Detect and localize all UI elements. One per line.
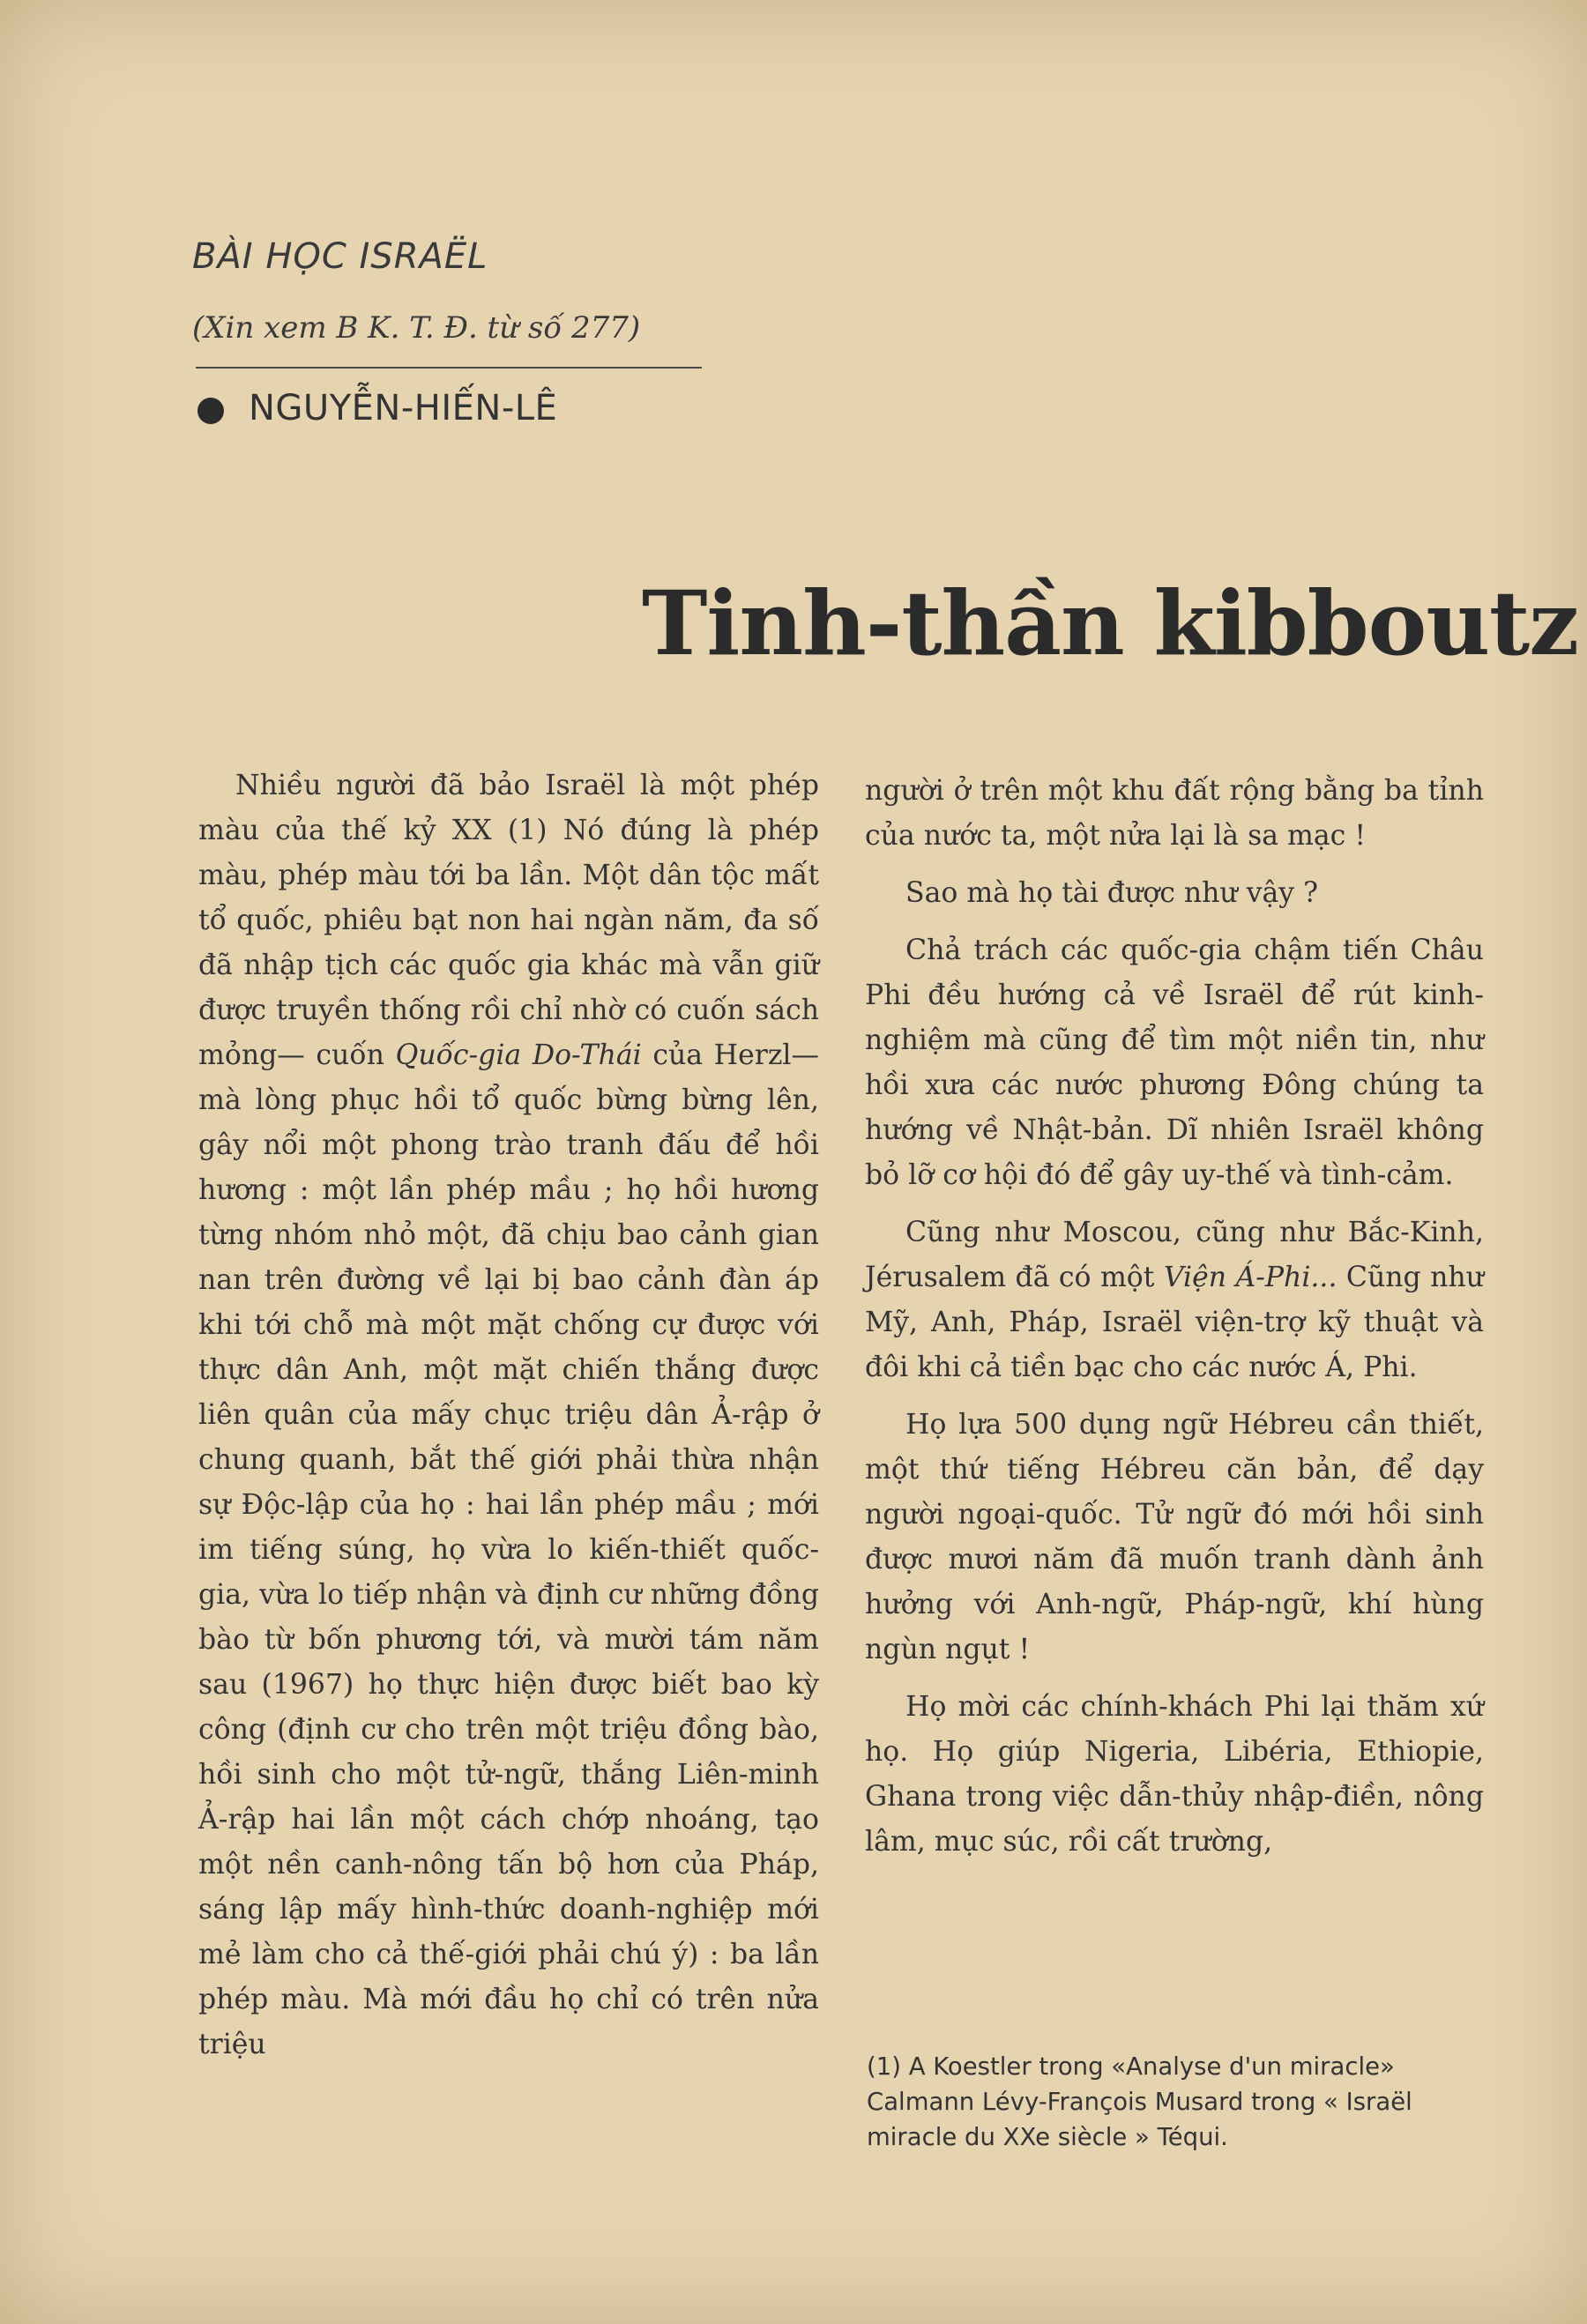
paragraph-5: Họ lựa 500 dụng ngữ Hébreu cần thiết, một thứ tiếng Hébreu căn bản, để dạy người ngoại-quốc. Tử ngữ đó mới hồi sinh được mươi năm đã muốn tranh dành ảnh hưởng với Anh-ngữ, Pháp-ngữ, khí hùng ngùn ngụt ! bbox=[865, 1409, 1484, 1665]
footnote-line-2: Calmann Lévy-François Musard trong « Israël miracle du XXe siècle » Téqui. bbox=[867, 2088, 1412, 2151]
header-rule bbox=[196, 367, 702, 369]
series-reference: (Xin xem B K. T. Đ. từ số 277) bbox=[192, 310, 641, 346]
right-column bbox=[865, 769, 1484, 1865]
institute-name: Viện Á-Phi... bbox=[1163, 1262, 1337, 1293]
paragraph-4-continued: Cũng như Mỹ, Anh, Pháp, Israël viện-trợ kỹ thuật và đôi khi cả tiền bạc cho các nước Á, Phi. bbox=[865, 1262, 1485, 1383]
paragraph-2: Sao mà họ tài được như vậy ? bbox=[905, 877, 1319, 909]
author-name: NGUYỄN-HIẾN-LÊ bbox=[249, 388, 558, 428]
footnote-line-1: (1) A Koestler trong «Analyse d'un miracle» bbox=[867, 2052, 1395, 2081]
paragraph-1-text: Nhiều người đã bảo Israël là một phép màu của thế kỷ XX (1) Nó đúng là phép màu, phép màu tới ba lần. Một dân tộc mất tổ quốc, phiêu bạt non hai ngàn năm, đa số đã nhập tịch các quốc gia khác mà vẫn giữ được truyền thống rồi chỉ nhờ có cuốn sách mỏng— cuốn bbox=[198, 770, 819, 1071]
paragraph-4-text: Cũng như Moscou, cũng như Bắc-Kinh, Jérusalem đã có một bbox=[865, 1217, 1484, 1293]
paragraph-4 bbox=[865, 1210, 1484, 1390]
book-title: Quốc-gia Do-Thái bbox=[395, 1039, 642, 1071]
paragraph-continued: người ở trên một khu đất rộng bằng ba tỉnh của nước ta, một nửa lại là sa mạc ! bbox=[865, 775, 1484, 852]
paragraph-6: Họ mời các chính-khách Phi lại thăm xứ họ. Họ giúp Nigeria, Libéria, Ethiopie, Ghana trong việc dẫn-thủy nhập-điền, nông lâm, mục súc, rồi cất trường, bbox=[865, 1691, 1484, 1858]
paragraph-1 bbox=[198, 763, 819, 2067]
left-column bbox=[198, 763, 819, 2067]
series-heading: BÀI HỌC ISRAËL bbox=[192, 236, 488, 277]
bullet-icon bbox=[197, 398, 224, 424]
article-title: Tinh-thần kibboutz bbox=[642, 571, 1579, 675]
paragraph-1-continued: của Herzl— mà lòng phục hồi tổ quốc bừng bừng lên, gây nổi một phong trào tranh đấu để hồi hương : một lần phép mầu ; họ hồi hương từng nhóm nhỏ một, đã chịu bao cảnh gian nan trên đường về lại bị bao cảnh đàn áp khi tới chỗ mà một mặt chống cự được với thực dân Anh, một mặt chiến thắng được liên quân của mấy chục triệu dân Ả-rập ở chung quanh, bắt thế giới phải thừa nhận sự Độc-lập của họ : hai lần phép mầu ; mới im tiếng súng, họ vừa lo kiến-thiết quốc-gia, vừa lo tiếp nhận và định cư những đồng bào từ bốn phương tới, và mười tám năm sau (1967) họ thực hiện được biết bao kỳ công (định cư cho trên một triệu đồng bào, hồi sinh cho một tử-ngữ, thắng Liên-minh Ả-rập hai lần một cách chớp nhoáng, tạo một nền canh-nông tấn bộ hơn của Pháp, sáng lập mấy hình-thức doanh-nghiệp mới mẻ làm cho cả thế-giới phải chú ý) : ba lần phép màu. Mà mới đầu họ chỉ có trên nửa triệu bbox=[198, 1039, 819, 2060]
footnote bbox=[867, 2049, 1484, 2155]
paragraph-3: Chả trách các quốc-gia chậm tiến Châu Phi đều hướng cả về Israël để rút kinh-nghiệm mà cũng để tìm một niền tin, như hồi xưa các nước phương Đông chúng ta hướng về Nhật-bản. Dĩ nhiên Israël không bỏ lỡ cơ hội đó để gây uy-thế và tình-cảm. bbox=[865, 935, 1484, 1191]
